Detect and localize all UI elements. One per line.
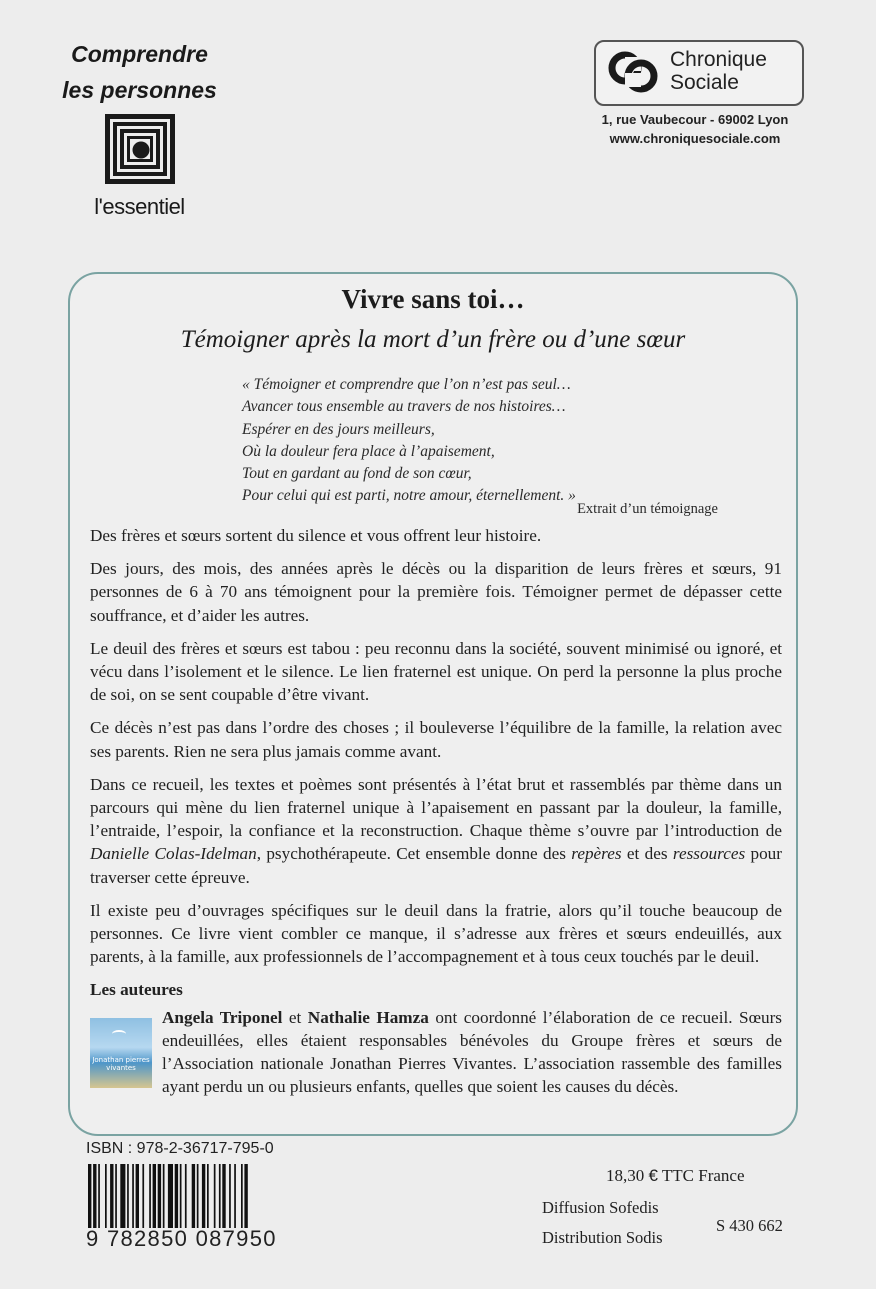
authors-text xyxy=(162,1006,782,1099)
barcode-bar xyxy=(185,1164,187,1228)
epigraph-quote xyxy=(242,374,576,508)
isbn: ISBN : 978-2-36717-795-0 xyxy=(86,1140,274,1157)
series-block xyxy=(52,36,227,220)
book-title: Vivre sans toi… xyxy=(341,284,525,314)
publisher-name-line1: Chronique xyxy=(670,48,767,71)
publisher-logo-box xyxy=(594,40,804,106)
paragraph-text: et des xyxy=(621,844,673,864)
bird-icon xyxy=(112,1030,126,1038)
distribution: Distribution Sodis xyxy=(542,1228,663,1247)
publisher-address-block xyxy=(584,110,806,148)
authors-section xyxy=(90,1006,782,1099)
paragraph: Il existe peu d’ouvrages spécifiques sur le deuil dans la fratrie, alors qu’il touche beaucoup de personnes. Ce livre vient combler ce manque, il s’adresse aux frères et sœurs endeuillés, aux parents, à la famille, aux professionnels de l’accompagnement et à tous ceux touchés par le deuil. xyxy=(90,900,782,967)
series-subtitle: l'essentiel xyxy=(94,194,185,219)
quote-line: Où la douleur fera place à l’apaisement, xyxy=(242,442,495,460)
chronique-sociale-logo-icon xyxy=(608,49,660,100)
barcode-bar xyxy=(115,1164,117,1228)
authors-heading: Les auteures xyxy=(90,980,183,1000)
emphasis-text: ressources xyxy=(672,844,746,864)
barcode-bar xyxy=(98,1164,100,1228)
author-name: Angela Triponel xyxy=(162,1007,283,1027)
quote-line: « Témoigner et comprendre que l’on n’est pas seul… xyxy=(242,376,571,393)
paragraph: Le deuil des frères et sœurs est tabou : peu reconnu dans la société, souvent minimisé ou ignoré, et vécu dans l’isolement et le silence. Le lien fraternel est unique. On perd la personne la plus proche de soi, on se sent coupable d’être vivant. xyxy=(90,638,782,705)
publisher-address: 1, rue Vaubecour - 69002 Lyon xyxy=(601,112,789,127)
quote-line: Avancer tous ensemble au travers de nos histoires… xyxy=(242,398,566,416)
author-name: Nathalie Hamza xyxy=(307,1007,429,1027)
series-title-line2: les personnes xyxy=(62,77,217,103)
psychotherapist-name: Danielle Colas-Idelman xyxy=(90,844,257,864)
series-title-line1: Comprendre xyxy=(71,41,208,67)
paragraph xyxy=(90,773,782,889)
book-subtitle: Témoigner après la mort d’un frère ou d’une sœur xyxy=(180,326,686,353)
association-image-caption: Jonathan pierres vivantes xyxy=(92,1055,150,1072)
barcode-bar xyxy=(207,1164,209,1228)
barcode-bar xyxy=(120,1164,125,1228)
quote-line: Pour celui qui est parti, notre amour, éternellement. » xyxy=(242,487,576,505)
barcode-bar xyxy=(132,1164,134,1228)
barcode-bar xyxy=(234,1164,236,1228)
barcode-icon xyxy=(86,1164,291,1228)
barcode-digits: 9 782850 087950 xyxy=(86,1226,277,1251)
barcode-bar xyxy=(241,1164,243,1228)
description-panel xyxy=(68,272,798,1136)
publisher-name xyxy=(670,48,767,94)
barcode-bar xyxy=(222,1164,225,1228)
barcode-bar xyxy=(93,1164,96,1228)
paragraph: Des jours, des mois, des années après le décès ou la disparition de leurs frères et sœurs, 91 personnes de 6 à 70 ans témoignent pour la première fois. Témoigner permet de dépasser cette souffrance, et d’aider les autres. xyxy=(90,559,782,625)
price-suffix: TTC France xyxy=(657,1166,745,1185)
barcode-bar xyxy=(192,1164,195,1228)
association-book-image xyxy=(90,1018,152,1088)
barcode-bar xyxy=(105,1164,107,1228)
barcode-bar xyxy=(229,1164,231,1228)
barcode-bar xyxy=(88,1164,91,1228)
barcode-bar xyxy=(136,1164,139,1228)
barcode-bar xyxy=(142,1164,144,1228)
barcode-bar xyxy=(219,1164,221,1228)
paragraph: Ce décès n’est pas dans l’ordre des choses ; il bouleverse l’équilibre de la famille, la relation avec ses parents. Rien ne sera plus jamais comme avant. xyxy=(90,718,782,761)
series-title xyxy=(52,36,227,108)
barcode-bar xyxy=(180,1164,182,1228)
concentric-squares-logo-icon xyxy=(105,114,175,184)
diffusion: Diffusion Sofedis xyxy=(542,1198,659,1217)
quote-source: Extrait d’un témoignage xyxy=(577,501,718,517)
authors-bio: ont coordonné l’élaboration de ce recueil. Sœurs endeuillées, elles étaient responsables bénévoles du Groupe frères et sœurs de l’Association nationale Jonathan Pierres Vivantes. L’association rassemble des familles ayant perdu un ou plusieurs enfants, quelles que soient les causes du décès. xyxy=(162,1007,782,1097)
barcode-bar xyxy=(149,1164,151,1228)
barcode-bar xyxy=(202,1164,205,1228)
barcode-bar xyxy=(127,1164,129,1228)
barcode-bar xyxy=(163,1164,165,1228)
publisher-name-line2: Sociale xyxy=(670,71,739,94)
paragraph-text: pour traverser cette épreuve. xyxy=(90,844,783,887)
price xyxy=(606,1166,745,1186)
barcode-bar xyxy=(214,1164,216,1228)
quote-line: Espérer en des jours meilleurs, xyxy=(242,420,435,438)
authors-conjunction: et xyxy=(282,1007,308,1027)
barcode-bar xyxy=(158,1164,161,1228)
barcode-bar xyxy=(175,1164,178,1228)
barcode-bar xyxy=(168,1164,173,1228)
paragraph: Des frères et sœurs sortent du silence et vous offrent leur histoire. xyxy=(90,526,542,545)
description-body xyxy=(90,524,782,1098)
publisher-website: www.chroniquesociale.com xyxy=(609,131,781,146)
price-amount: 18,30 xyxy=(606,1166,645,1185)
paragraph-text: Dans ce recueil, les textes et poèmes sont présentés à l’état brut et rassemblés par thème dans un parcours qui mène du lien fraternel unique à l’apaisement en passant par la douleur, la famille, l’entraide, l’espoir, la confiance et la reconstruction. Chaque thème s’ouvre par l’introduction de xyxy=(90,774,782,841)
barcode-bar xyxy=(197,1164,199,1228)
paragraph-text: , psychothérapeute. Cet ensemble donne des xyxy=(256,844,572,864)
reference-code: S 430 662 xyxy=(716,1216,783,1235)
barcode-bar xyxy=(110,1164,113,1228)
emphasis-text: repères xyxy=(571,844,622,864)
quote-line: Tout en gardant au fond de son cœur, xyxy=(242,465,472,483)
barcode-bar xyxy=(153,1164,156,1228)
price-currency: € xyxy=(648,1166,658,1185)
barcode-bar xyxy=(244,1164,247,1228)
